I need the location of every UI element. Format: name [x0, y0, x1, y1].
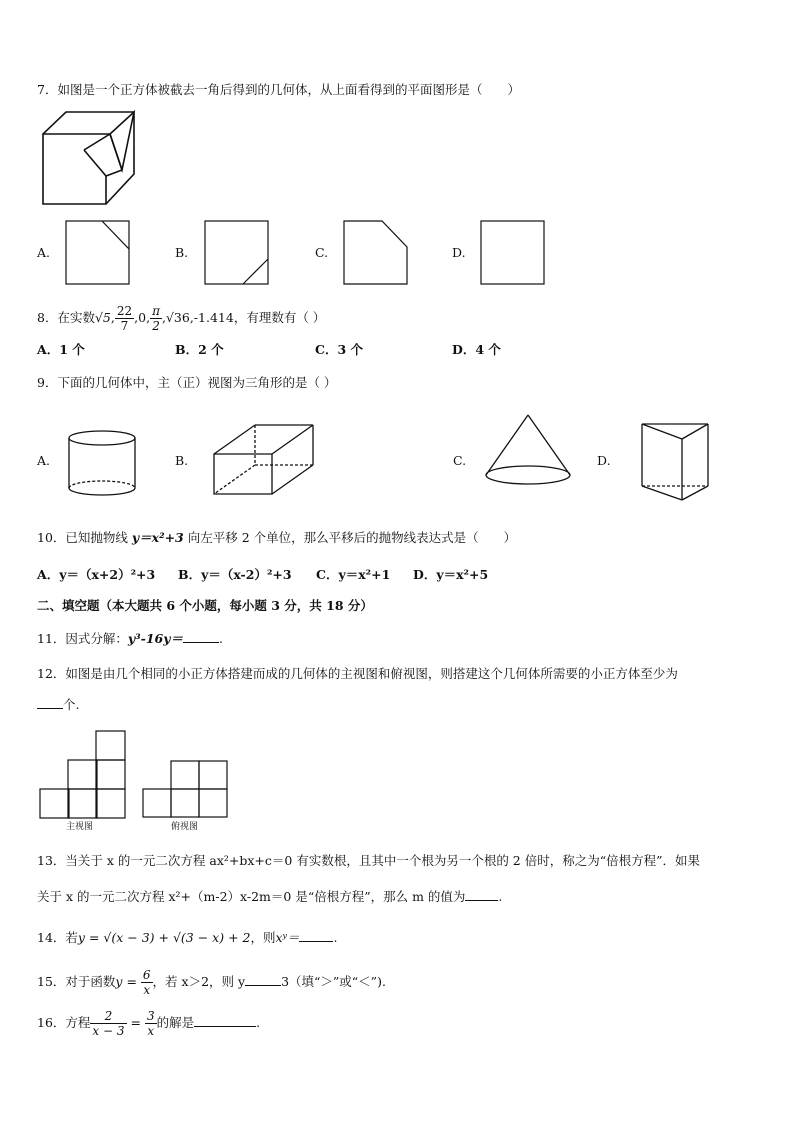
q9-option-c-label: C.	[453, 453, 467, 468]
q7-option-a-figure	[64, 219, 132, 287]
q13-line2	[37, 889, 502, 905]
q8-option-a: A．1 个	[37, 342, 85, 357]
q8-sqrt5: √5	[94, 310, 111, 325]
q11-expression: y³-16y＝	[127, 631, 183, 646]
q10-option-d: D．y＝x²+5	[413, 567, 489, 582]
q10-option-a: A．y＝（x+2）²+3	[37, 567, 156, 582]
q7-option-d-label: D.	[452, 245, 466, 260]
q8-text: 8．在实数√5, $\frac{22}{7}$ ,0, $\frac{\pi}{2}$ ,√36,-1.414，有理数有（ ）	[37, 304, 326, 333]
q15-num: 6	[142, 968, 151, 982]
q10-prefix: 10．已知抛物线	[37, 530, 132, 545]
q8-zero: 0	[138, 310, 147, 325]
q8-fraction-22-7	[115, 304, 134, 333]
q15-den: x	[143, 983, 151, 997]
q7-option-c-figure	[342, 219, 410, 287]
q15-text	[37, 962, 386, 1002]
q8-suffix: ，有理数有（ ）	[233, 310, 326, 325]
q16-answer-blank[interactable]	[194, 1015, 256, 1027]
q12-top-view-figure	[142, 758, 230, 822]
q11-end: .	[219, 631, 223, 646]
q16-n1: 2	[90, 1009, 126, 1024]
q14-prefix: 14．若	[37, 930, 78, 945]
q15-mid: ，若 x＞2，则 y	[152, 974, 246, 989]
q16-n2: 3	[146, 1009, 155, 1023]
q11-answer-blank[interactable]	[183, 631, 219, 643]
q12-front-view-figure	[38, 728, 130, 822]
q14-mid: ，则	[250, 930, 276, 945]
q8-option-d: D．4 个	[452, 342, 501, 357]
q12-line1: 12．如图是由几个相同的小正方体搭建而成的几何体的主视图和俯视图，则搭建这个几何体所需要的小正方体至少为	[37, 666, 678, 681]
q9-option-b-label: B.	[175, 453, 189, 468]
q8-f1-num: 22	[116, 304, 133, 318]
q10-option-c: C．y＝x²+1	[316, 567, 391, 582]
q16-fraction-right	[145, 1009, 157, 1038]
q9-cone-figure	[482, 412, 576, 490]
q16-eq: =	[130, 1015, 141, 1030]
q8-prefix: 8．在实数	[37, 310, 95, 325]
q7-option-a-label: A.	[37, 245, 51, 260]
q7-text: 7．如图是一个正方体被截去一角后得到的几何体，从上面看得到的平面图形是（ ）	[37, 82, 520, 97]
q9-cylinder-figure	[66, 428, 140, 500]
q8-f2-den: 2	[152, 319, 160, 333]
q8-fraction-pi-2	[150, 304, 162, 333]
q12-top-view-label: 俯视图	[171, 822, 199, 832]
q15-answer-blank[interactable]	[245, 974, 281, 986]
q7-option-b-label: B.	[175, 245, 189, 260]
q13-end: .	[498, 889, 503, 904]
q14-text	[37, 930, 337, 946]
q15-y-eq: y =	[115, 974, 137, 989]
q14-xy: xʸ＝	[275, 930, 300, 945]
q14-expression: y = √(x − 3) + √(3 − x) + 2	[77, 930, 251, 945]
q16-text	[37, 1003, 260, 1043]
q16-fraction-left	[90, 1009, 126, 1038]
q7-option-d-figure	[479, 219, 547, 287]
q9-text: 9．下面的几何体中，主（正）视图为三角形的是（ ）	[37, 375, 337, 390]
q10-text	[37, 530, 516, 546]
q15-tail: 3（填“＞”或“＜”).	[281, 974, 386, 989]
q13-answer-blank[interactable]	[465, 889, 498, 901]
q8-f2-num: π	[152, 304, 160, 318]
q11-prefix: 11．因式分解：	[37, 631, 128, 646]
q16-d1: x − 3	[92, 1024, 125, 1038]
q12-line2	[37, 697, 79, 713]
q9-option-a-label: A.	[37, 453, 51, 468]
q8-sqrt36: √36	[165, 310, 190, 325]
q16-mid: 的解是	[156, 1015, 195, 1030]
q16-d2: x	[147, 1024, 155, 1038]
q8-option-c: C．3 个	[315, 342, 363, 357]
q7-option-c-label: C.	[315, 245, 329, 260]
q12-answer-blank[interactable]	[37, 697, 63, 709]
q8-option-b: B．2 个	[175, 342, 224, 357]
q15-prefix: 15．对于函数	[37, 974, 116, 989]
q10-option-b: B．y＝（x-2）²+3	[178, 567, 292, 582]
q9-cuboid-figure	[210, 422, 316, 496]
q8-neg: -1.414	[193, 310, 234, 325]
q10-suffix: 向左平移 2 个单位，那么平移后的抛物线表达式是（ ）	[183, 530, 517, 545]
q12-line2-end: 个.	[63, 697, 80, 712]
q9-prism-figure	[638, 420, 712, 504]
q13-line2-text: 关于 x 的一元二次方程 x²+（m-2）x-2m＝0 是“倍根方程”，那么 m 的值为	[37, 889, 466, 904]
q7-cube-figure	[40, 110, 140, 208]
section-2-heading: 二、填空题（本大题共 6 个小题，每小题 3 分，共 18 分）	[37, 598, 373, 613]
q14-answer-blank[interactable]	[299, 930, 333, 942]
q12-front-view-label: 主视图	[66, 822, 94, 832]
q16-prefix: 16．方程	[37, 1015, 91, 1030]
q15-fraction	[141, 968, 153, 997]
q14-end: .	[333, 930, 338, 945]
q10-equation: y＝x²+3	[131, 530, 184, 545]
q16-end: .	[256, 1015, 261, 1030]
q11-text	[37, 631, 223, 647]
q7-option-b-figure	[203, 219, 271, 287]
q13-line1: 13．当关于 x 的一元二次方程 ax²+bx+c＝0 有实数根，且其中一个根为另一个根的 2 倍时，称之为“倍根方程”．如果	[37, 853, 700, 868]
q8-f1-den: 7	[120, 319, 129, 333]
q9-option-d-label: D.	[597, 453, 611, 468]
